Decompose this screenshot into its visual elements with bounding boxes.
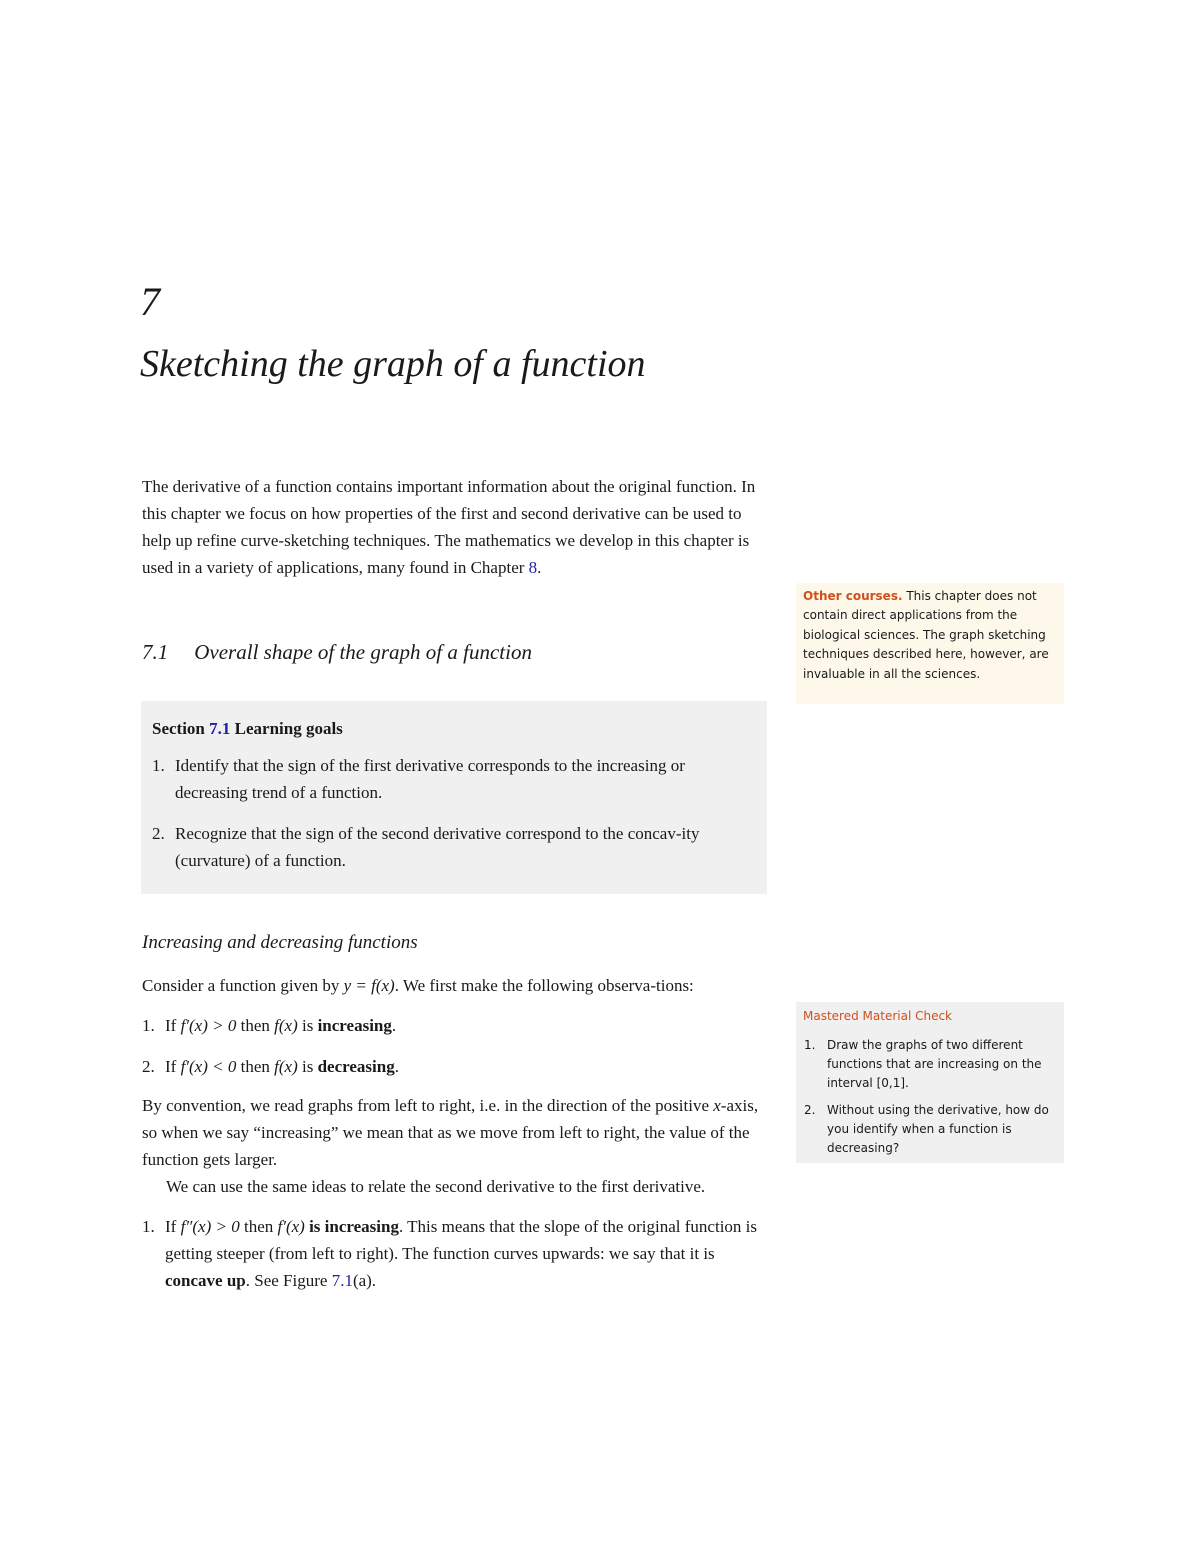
check-text: Draw the graphs of two different functions that are increasing on the interval [0,1].	[827, 1038, 1042, 1090]
goals-title-suffix: Learning goals	[234, 719, 343, 738]
obs-text: is	[297, 1057, 318, 1076]
item-number: 1.	[142, 1217, 155, 1236]
consider-text-b: . We first make the following observa-tions:	[394, 976, 694, 995]
learning-goal-item	[152, 752, 757, 806]
learning-goals-title	[152, 715, 757, 742]
item-text: (a).	[352, 1271, 377, 1290]
obs-text: then	[236, 1057, 275, 1076]
observations-list	[142, 1012, 762, 1080]
second-derivative-item	[142, 1213, 762, 1294]
goal-text: Identify that the sign of the first derivative corresponds to the increasing or decreasing trend of a function.	[175, 756, 685, 802]
obs-text: then	[236, 1016, 275, 1035]
intro-paragraph	[142, 473, 762, 581]
section-number: 7.1	[142, 640, 169, 664]
mastered-material-check	[796, 1002, 1064, 1163]
math-expression: f′(x)	[277, 1217, 305, 1236]
item-number: 2.	[142, 1057, 155, 1076]
math-expression: f(x)	[274, 1016, 298, 1035]
goal-number: 1.	[152, 756, 165, 775]
convention-paragraph	[142, 1092, 762, 1173]
math-expression: y = f(x)	[343, 976, 395, 995]
item-text: . This means that the slope of the original function is getting steeper (from left to right). The function curves upwards: we say that it is	[165, 1217, 758, 1263]
item-text: then	[239, 1217, 278, 1236]
observation-item	[142, 1012, 762, 1039]
check-number: 1.	[804, 1038, 816, 1052]
math-expression: x	[713, 1096, 721, 1115]
obs-bold: decreasing	[317, 1057, 395, 1076]
section-7-1-link[interactable]: 7.1	[209, 719, 231, 738]
math-expression: f″(x) > 0	[180, 1217, 240, 1236]
obs-text: .	[391, 1016, 397, 1035]
subsection-heading: Increasing and decreasing functions	[142, 932, 418, 953]
math-expression: f′(x) < 0	[180, 1057, 237, 1076]
goals-title-prefix: Section	[152, 719, 205, 738]
sidenote-text: This chapter does not contain direct applications from the biological sciences. The graph sketching techniques described here, however, are invaluable in all the sciences.	[803, 589, 1049, 681]
intro-text: The derivative of a function contains important information about the original function. In this chapter we focus on how properties of the first and second derivative can be used to help up refine curve-sketching techniques. The mathematics we develop in this chapter is used in a variety of applications, many found in Chapter	[142, 477, 756, 577]
obs-text: is	[297, 1016, 318, 1035]
mastered-heading: Mastered Material Check	[803, 1009, 953, 1023]
obs-text: If	[165, 1057, 181, 1076]
chapter-title: Sketching the graph of a function	[140, 343, 646, 385]
goal-text: Recognize that the sign of the second derivative correspond to the concav-ity (curvature) of a function.	[175, 824, 700, 870]
goal-number: 2.	[152, 824, 165, 843]
item-number: 1.	[142, 1016, 155, 1035]
figure-7-1-link[interactable]: 7.1	[331, 1271, 353, 1290]
item-bold: concave up	[165, 1271, 246, 1290]
obs-bold: increasing	[317, 1016, 392, 1035]
sidenote-lead: Other courses.	[803, 589, 903, 603]
check-text: Without using the derivative, how do you identify when a function is decreasing?	[827, 1103, 1049, 1155]
intro-end: .	[537, 558, 542, 577]
chapter-8-link[interactable]: 8	[528, 558, 538, 577]
chapter-number: 7	[140, 279, 160, 324]
section-title: Overall shape of the graph of a function	[194, 640, 532, 664]
second-derivative-list	[142, 1213, 762, 1294]
obs-text: .	[394, 1057, 399, 1076]
item-text: . See Figure	[245, 1271, 332, 1290]
check-item	[803, 1101, 1056, 1158]
same-ideas-paragraph: We can use the same ideas to relate the second derivative to the first derivative.	[166, 1177, 706, 1196]
item-text: If	[165, 1217, 181, 1236]
learning-goal-item	[152, 820, 757, 874]
consider-text-a: Consider a function given by	[142, 976, 344, 995]
convention-text-b: -axis, so when we say “increasing” we mean that as we move from left to right, the value of the function gets larger.	[142, 1096, 759, 1169]
section-heading	[142, 640, 532, 665]
consider-paragraph	[142, 972, 762, 999]
learning-goals-box	[141, 701, 767, 894]
check-number: 2.	[804, 1103, 816, 1117]
math-expression: f′(x) > 0	[180, 1016, 237, 1035]
convention-text-a: By convention, we read graphs from left to right, i.e. in the direction of the positive	[142, 1096, 714, 1115]
math-expression: f(x)	[274, 1057, 298, 1076]
other-courses-sidenote	[796, 583, 1064, 704]
observation-item	[142, 1053, 762, 1080]
body-text	[142, 972, 762, 1294]
obs-text: If	[165, 1016, 181, 1035]
item-bold: is increasing	[309, 1217, 399, 1236]
check-item	[803, 1036, 1056, 1093]
